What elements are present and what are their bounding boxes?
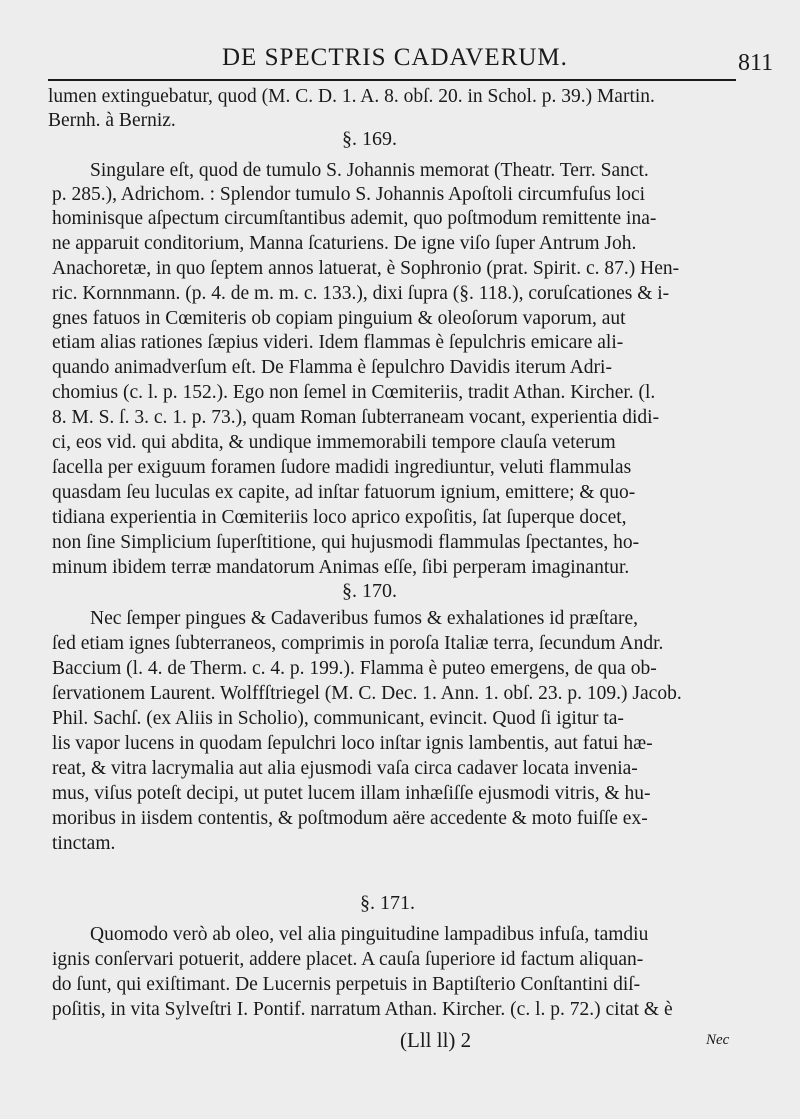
text-line: non ſine Simplicium ſuperſtitione, qui hujusmodi flammulas ſpectantes, ho- <box>52 532 640 553</box>
text-line: hominisque aſpectum circumſtantibus ademit, quo poſtmodum remittente ina- <box>52 208 657 229</box>
text-line: minum ibidem terræ mandatorum Animas eſſe, ſibi perperam imaginantur. <box>52 557 630 578</box>
text-line: ſed etiam ignes ſubterraneos, comprimis in poroſa Italiæ terra, ſecundum Andr. <box>52 633 664 654</box>
text-line: ſacella per exiguum foramen ſudore madidi ingrediuntur, veluti flammulas <box>52 457 632 478</box>
text-line: ne apparuit conditorium, Manna ſcaturiens. De igne viſo ſuper Antrum Joh. <box>52 233 637 254</box>
text-line: mus, viſus poteſt decipi, ut putet lucem illam inhæſiſſe ejusmodi vitris, & hu- <box>52 783 651 804</box>
text-line: Anachoretæ, in quo ſeptem annos latuerat, è Sophronio (prat. Spirit. c. 87.) Hen- <box>52 258 680 279</box>
section-heading-169: §. 169. <box>342 128 397 150</box>
text-line: tidiana experientia in Cœmiteriis loco aprico expoſitis, ſat ſuperque docet, <box>52 507 627 528</box>
text-line: Baccium (l. 4. de Therm. c. 4. p. 199.). Flamma è puteo emergens, de qua ob- <box>52 658 657 679</box>
text-line: poſitis, in vita Sylveſtri I. Pontif. narratum Athan. Kircher. (c. l. p. 72.) citat & è <box>52 999 673 1020</box>
text-line: Nec ſemper pingues & Cadaveribus fumos & exhalationes id præſtare, <box>90 608 639 629</box>
catchword: Nec <box>706 1032 730 1048</box>
running-title: DE SPECTRIS CADAVERUM. <box>222 44 568 71</box>
text-line: etiam alias rationes ſæpius videri. Idem flammas è ſepulchris emicare ali- <box>52 332 624 353</box>
text-line: ignis conſervari potuerit, addere placet. A cauſa ſuperiore id factum aliquan- <box>52 949 644 970</box>
signature-mark: (Lll ll) 2 <box>400 1028 472 1052</box>
text-line: 8. M. S. ſ. 3. c. 1. p. 73.), quam Roman ſubterraneam vocant, experientia didi- <box>52 407 660 428</box>
text-line: ſervationem Laurent. Wolffſtriegel (M. C. Dec. 1. Ann. 1. obſ. 23. p. 109.) Jacob. <box>52 683 682 704</box>
text-line: moribus in iisdem contentis, & poſtmodum aëre accedente & moto fuiſſe ex- <box>52 808 648 829</box>
page-header <box>0 44 800 78</box>
text-line: lumen extinguebatur, quod (M. C. D. 1. A. 8. obſ. 20. in Schol. p. 39.) Martin. <box>48 86 655 107</box>
text-line: p. 285.), Adrichom. : Splendor tumulo S. Johannis Apoſtoli circumfuſus loci <box>52 184 646 205</box>
text-line: ci, eos vid. qui abdita, & undique immemorabili tempore clauſa veterum <box>52 432 616 453</box>
text-line: Phil. Sachſ. (ex Aliis in Scholio), communicant, evincit. Quod ſi igitur ta- <box>52 708 624 729</box>
text-line: ric. Kornnmann. (p. 4. de m. m. c. 133.), dixi ſupra (§. 118.), coruſcationes & i- <box>52 283 670 304</box>
section-heading-170: §. 170. <box>342 580 397 602</box>
text-line: Bernh. à Berniz. <box>48 110 176 131</box>
text-line: lis vapor lucens in quodam ſepulchri loco inſtar ignis lambentis, aut fatui hæ- <box>52 733 653 754</box>
text-line: chomius (c. l. p. 152.). Ego non ſemel in Cœmiteriis, tradit Athan. Kircher. (l. <box>52 382 656 403</box>
header-rule <box>48 79 736 81</box>
text-line: Quomodo verò ab oleo, vel alia pinguitudine lampadibus infuſa, tamdiu <box>90 924 649 945</box>
text-line: quasdam ſeu luculas ex capite, ad inſtar fatuorum ignium, emittere; & quo- <box>52 482 636 503</box>
text-line: gnes fatuos in Cœmiteris ob copiam pinguium & oleoſorum vaporum, aut <box>52 308 626 329</box>
section-heading-171: §. 171. <box>360 892 415 914</box>
page-number: 811 <box>738 50 774 76</box>
text-line: Singulare eſt, quod de tumulo S. Johannis memorat (Theatr. Terr. Sanct. <box>90 160 649 181</box>
text-line: reat, & vitra lacrymalia aut alia ejusmodi vaſa circa cadaver locata invenia- <box>52 758 638 779</box>
text-line: do ſunt, qui exiſtimant. De Lucernis perpetuis in Baptiſterio Conſtantini diſ- <box>52 974 641 995</box>
text-line: quando animadverſum eſt. De Flamma è ſepulchro Davidis iterum Adri- <box>52 357 612 378</box>
text-line: tinctam. <box>52 833 116 854</box>
